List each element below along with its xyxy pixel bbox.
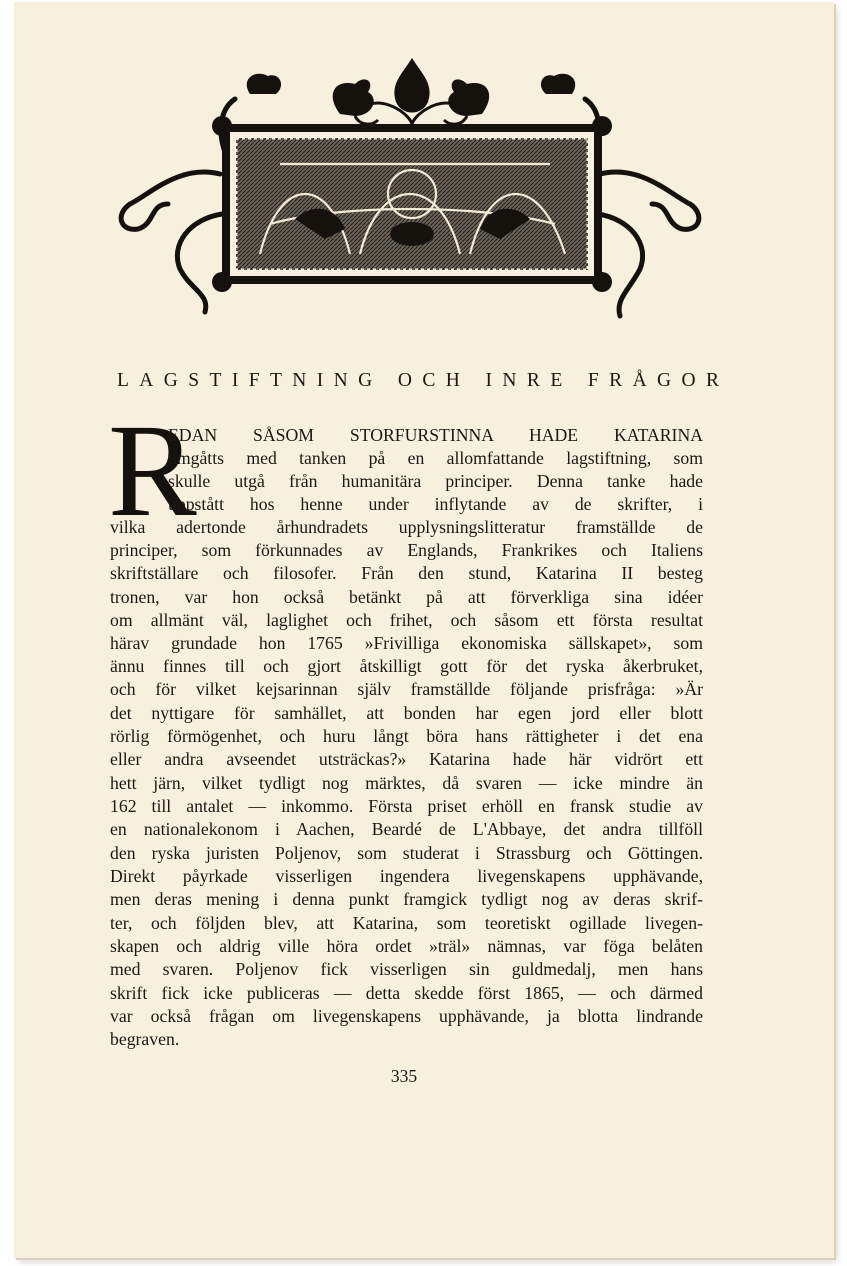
text-line: skrift fick icke publiceras — detta skedde först 1865, — och därmed bbox=[110, 983, 703, 1003]
text-line: var också frågan om livegenskapens upphävande, ja blotta lindrande bbox=[110, 1006, 703, 1026]
text-line: ännu finnes till och gjort åtskilligt gott för det ryska åkerbruket, bbox=[110, 656, 703, 676]
text-line: med svaren. Poljenov fick visserligen sin guldmedalj, men hans bbox=[110, 959, 703, 979]
text-line: ter, och följden blev, att Katarina, som teoretiskt ogillade livegen- bbox=[110, 913, 703, 933]
text-line: umgåtts med tanken på en allomfattande lagstiftning, som bbox=[168, 448, 703, 468]
chapter-title: LAGSTIFTNING OCH INRE FRÅGOR bbox=[117, 370, 730, 391]
text-line: EDAN SÅSOM STORFURSTINNA HADE KATARINA bbox=[168, 425, 703, 445]
text-line: eller andra avseendet utsträckas?» Katarina hade här vidrört ett bbox=[110, 749, 703, 769]
text-line: 162 till antalet — inkommo. Första priset erhöll en fransk studie av bbox=[110, 796, 703, 816]
text-line: hett järn, vilket tydligt nog märktes, då svaren — icke mindre än bbox=[110, 773, 703, 793]
text-line: rörlig förmögenhet, och huru långt böra hans rättigheter i det ena bbox=[110, 726, 703, 746]
text-line: härav grundade hon 1765 »Frivilliga ekonomiska sällskapet», som bbox=[110, 633, 703, 653]
text-line: skulle utgå från humanitära principer. Denna tanke hade bbox=[168, 471, 703, 491]
text-line: principer, som förkunnades av Englands, Frankrikes och Italiens bbox=[110, 540, 703, 560]
text-line: vilka adertonde århundradets upplysningslitteratur framställde de bbox=[110, 517, 703, 537]
text-line: men deras mening i denna punkt framgick tydligt nog av deras skrif- bbox=[110, 889, 703, 909]
page-number: 335 bbox=[390, 1066, 418, 1086]
headpiece-ornament bbox=[110, 54, 712, 322]
text-line: uppstått hos henne under inflytande av de skrifter, i bbox=[168, 494, 703, 514]
text-line: skapen och aldrig ville höra ordet »träl» nämnas, var föga belåten bbox=[110, 936, 703, 956]
text-line: tronen, var hon också betänkt på att förverkliga sina idéer bbox=[110, 587, 703, 607]
text-line: om allmänt väl, laglighet och frihet, och såsom ett första resultat bbox=[110, 610, 703, 630]
text-line: skriftställare och filosofer. Från den stund, Katarina II besteg bbox=[110, 563, 703, 583]
book-page bbox=[14, 2, 834, 1258]
text-line: Direkt påyrkade visserligen ingendera livegenskapens upphävande, bbox=[110, 866, 703, 886]
text-line: en nationalekonom i Aachen, Beardé de L'Abbaye, det andra tillföll bbox=[110, 819, 703, 839]
text-line: och för vilket kejsarinnan själv framställde följande prisfråga: »Är bbox=[110, 679, 703, 699]
text-line: det nyttigare för samhället, att bonden har egen jord eller blott bbox=[110, 703, 703, 723]
drop-cap: R bbox=[108, 396, 197, 544]
text-line: begraven. bbox=[110, 1029, 180, 1049]
text-line: den ryska juristen Poljenov, som studerat i Strassburg och Göttingen. bbox=[110, 843, 703, 863]
